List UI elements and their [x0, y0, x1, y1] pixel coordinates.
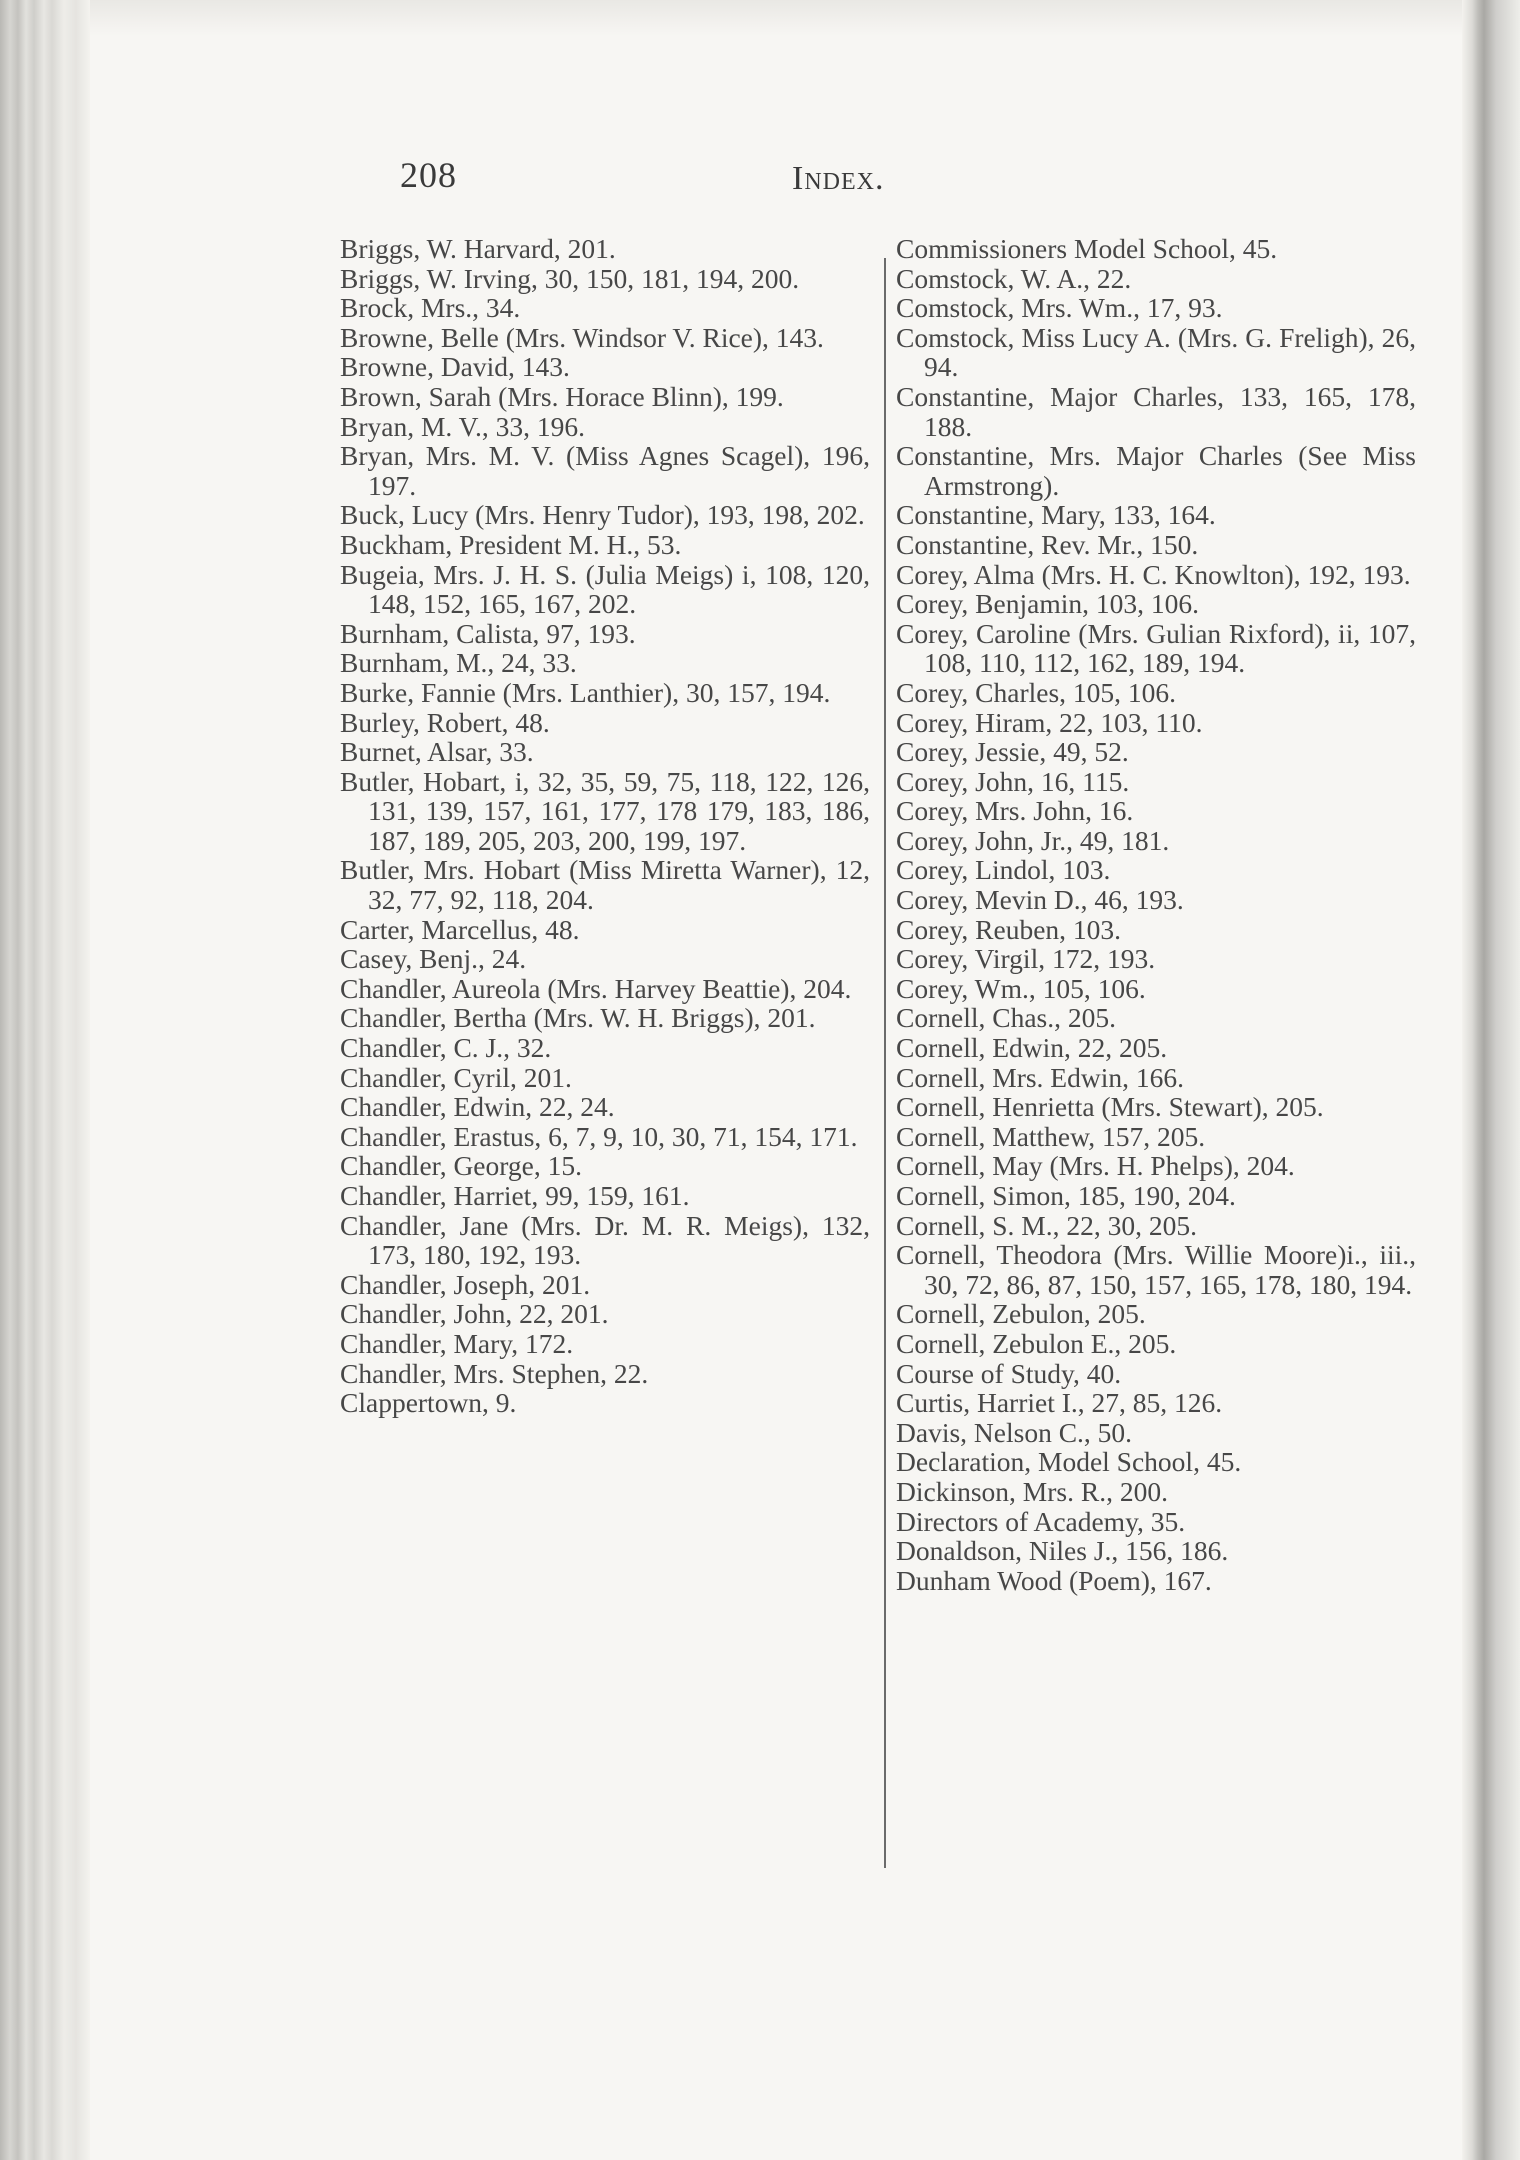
index-entry: Corey, Benjamin, 103, 106.: [896, 588, 1199, 620]
index-entry: Curtis, Harriet I., 27, 85, 126.: [896, 1387, 1223, 1419]
index-entry: Burnham, M., 24, 33.: [340, 647, 577, 679]
index-entry: Browne, David, 143.: [340, 351, 570, 383]
index-entry: Corey, John, 16, 115.: [896, 765, 1130, 797]
index-entry: Corey, Jessie, 49, 52.: [896, 736, 1129, 768]
index-column-left: [340, 234, 870, 1418]
index-entry: Constantine, Mrs. Major Charles (See Miss Armstrong).: [896, 440, 1416, 501]
index-entry: Corey, John, Jr., 49, 181.: [896, 824, 1170, 856]
page-right-edge: [1462, 0, 1520, 2160]
index-entry: Corey, Caroline (Mrs. Gulian Rixford), ii, 107, 108, 110, 112, 162, 189, 194.: [896, 617, 1416, 679]
column-divider: [884, 258, 886, 1868]
index-entry: Donaldson, Niles J., 156, 186.: [896, 1535, 1229, 1567]
index-entry: Corey, Lindol, 103.: [896, 854, 1111, 886]
index-entry: Butler, Hobart, i, 32, 35, 59, 75, 118, 122, 126, 131, 139, 157, 161, 177, 178 179, 183, 186, 187, 189, 205, 203, 200, 199, 197.: [340, 765, 870, 856]
index-entry: Briggs, W. Harvard, 201.: [340, 233, 616, 264]
index-entry: Constantine, Rev. Mr., 150.: [896, 528, 1199, 560]
index-entry: Constantine, Mary, 133, 164.: [896, 499, 1216, 531]
index-entry: Corey, Mrs. John, 16.: [896, 795, 1134, 827]
index-entry: Comstock, W. A., 22.: [896, 262, 1132, 294]
index-entry: Comstock, Miss Lucy A. (Mrs. G. Freligh), 26, 94.: [896, 321, 1416, 383]
index-entry: Chandler, George, 15.: [340, 1150, 583, 1182]
index-entry: Buck, Lucy (Mrs. Henry Tudor), 193, 198, 202.: [340, 499, 865, 531]
index-entry: Corey, Alma (Mrs. H. C. Knowlton), 192, 193.: [896, 558, 1411, 590]
index-entry: Directors of Academy, 35.: [896, 1505, 1186, 1537]
index-entry: Browne, Belle (Mrs. Windsor V. Rice), 143.: [340, 321, 824, 353]
index-entry: Chandler, John, 22, 201.: [340, 1298, 609, 1330]
index-entry: Cornell, Mrs. Edwin, 166.: [896, 1061, 1184, 1093]
index-entry: Commissioners Model School, 45.: [896, 233, 1278, 264]
index-entry: Briggs, W. Irving, 30, 150, 181, 194, 200.: [340, 262, 800, 294]
index-entry: Chandler, Jane (Mrs. Dr. M. R. Meigs), 132, 173, 180, 192, 193.: [340, 1209, 870, 1271]
index-entry: Burke, Fannie (Mrs. Lanthier), 30, 157, 194.: [340, 676, 831, 708]
index-entry: Cornell, Edwin, 22, 205.: [896, 1032, 1168, 1064]
index-entry: Corey, Mevin D., 46, 193.: [896, 884, 1184, 916]
index-entry: Corey, Wm., 105, 106.: [896, 972, 1146, 1004]
index-entry: Chandler, Mary, 172.: [340, 1327, 574, 1359]
page-number: 208: [400, 155, 457, 195]
index-entry: Buckham, President M. H., 53.: [340, 528, 682, 560]
index-entry: Chandler, Harriet, 99, 159, 161.: [340, 1180, 690, 1211]
page-header: [400, 150, 1400, 210]
index-entry: Cornell, S. M., 22, 30, 205.: [896, 1209, 1197, 1241]
index-entry: Chandler, Aureola (Mrs. Harvey Beattie), 204.: [340, 972, 852, 1004]
index-entry: Corey, Charles, 105, 106.: [896, 676, 1177, 708]
index-entry: Cornell, May (Mrs. H. Phelps), 204.: [896, 1150, 1295, 1182]
index-entry: Chandler, Joseph, 201.: [340, 1268, 591, 1300]
index-entry: Chandler, C. J., 32.: [340, 1032, 552, 1064]
index-entry: Burley, Robert, 48.: [340, 706, 550, 738]
running-title: Index.: [792, 160, 885, 197]
index-entry: Corey, Reuben, 103.: [896, 913, 1122, 945]
index-entry: Constantine, Major Charles, 133, 165, 178, 188.: [896, 380, 1416, 442]
index-entry: Burnet, Alsar, 33.: [340, 736, 534, 768]
index-entry: Bugeia, Mrs. J. H. S. (Julia Meigs) i, 108, 120, 148, 152, 165, 167, 202.: [340, 558, 870, 620]
index-entry: Cornell, Simon, 185, 190, 204.: [896, 1180, 1236, 1211]
index-entry: Butler, Mrs. Hobart (Miss Miretta Warner), 12, 32, 77, 92, 118, 204.: [340, 854, 870, 916]
index-entry: Chandler, Erastus, 6, 7, 9, 10, 30, 71, 154, 171.: [340, 1120, 858, 1152]
index-entry: Chandler, Bertha (Mrs. W. H. Briggs), 201.: [340, 1002, 816, 1034]
index-entry: Brown, Sarah (Mrs. Horace Blinn), 199.: [340, 380, 784, 412]
index-entry: Declaration, Model School, 45.: [896, 1446, 1242, 1478]
index-entry: Davis, Nelson C., 50.: [896, 1416, 1133, 1448]
book-binding-edge: [0, 0, 90, 2160]
index-entry: Cornell, Matthew, 157, 205.: [896, 1120, 1206, 1152]
index-entry: Corey, Virgil, 172, 193.: [896, 943, 1156, 975]
index-entry: Cornell, Chas., 205.: [896, 1002, 1116, 1034]
index-entry: Course of Study, 40.: [896, 1357, 1122, 1389]
index-column-right: [896, 234, 1416, 1595]
index-entry: Cornell, Theodora (Mrs. Willie Moore)i., iii., 30, 72, 86, 87, 150, 157, 165, 178, 180, 194.: [896, 1239, 1416, 1300]
index-entry: Chandler, Mrs. Stephen, 22.: [340, 1357, 649, 1389]
index-entry: Burnham, Calista, 97, 193.: [340, 617, 636, 649]
index-entry: Cornell, Zebulon E., 205.: [896, 1327, 1177, 1359]
index-entry: Corey, Hiram, 22, 103, 110.: [896, 706, 1203, 738]
index-entry: Bryan, Mrs. M. V. (Miss Agnes Scagel), 196, 197.: [340, 440, 870, 501]
index-entry: Carter, Marcellus, 48.: [340, 913, 580, 945]
index-entry: Casey, Benj., 24.: [340, 943, 527, 975]
index-entry: Dickinson, Mrs. R., 200.: [896, 1475, 1168, 1507]
page-top-shadow: [90, 0, 1462, 36]
index-entry: Comstock, Mrs. Wm., 17, 93.: [896, 292, 1223, 324]
index-entry: Chandler, Edwin, 22, 24.: [340, 1091, 615, 1123]
index-entry: Cornell, Zebulon, 205.: [896, 1298, 1146, 1330]
index-entry: Bryan, M. V., 33, 196.: [340, 410, 585, 442]
index-entry: Brock, Mrs., 34.: [340, 292, 521, 324]
index-entry: Cornell, Henrietta (Mrs. Stewart), 205.: [896, 1091, 1324, 1123]
index-entry: Dunham Wood (Poem), 167.: [896, 1564, 1212, 1596]
index-entry: Clappertown, 9.: [340, 1387, 517, 1419]
index-entry: Chandler, Cyril, 201.: [340, 1061, 572, 1093]
